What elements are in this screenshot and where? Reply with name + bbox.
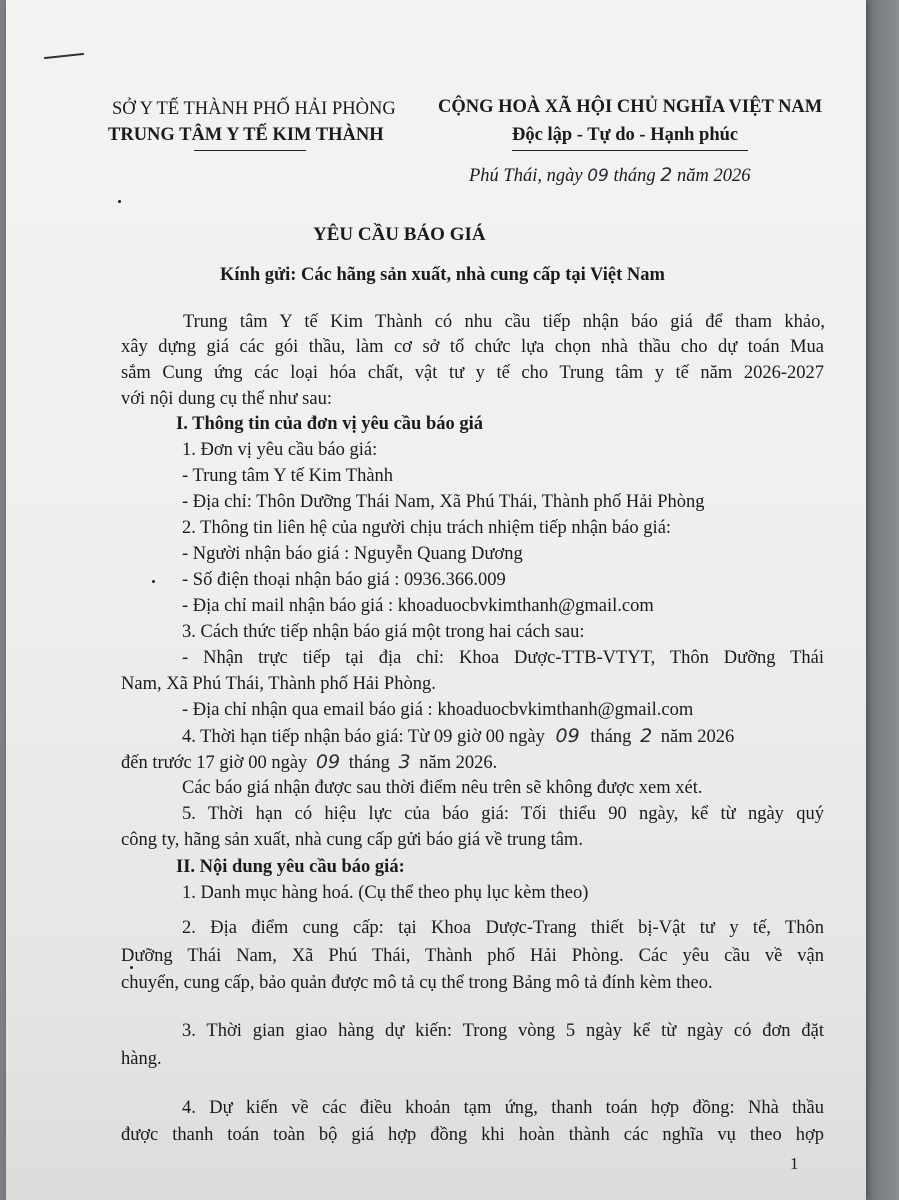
deadline-from-month-handwritten: 2: [640, 725, 653, 747]
deadline-from-month-label: tháng: [590, 727, 632, 747]
s2-line-2: 2. Địa điểm cung cấp: tại Khoa Dược-Trang thiết bị-Vật tư y tế, Thôn: [182, 918, 824, 938]
s1-line-2: - Trung tâm Y tế Kim Thành: [182, 466, 394, 486]
deadline-from-day-handwritten: 09: [555, 725, 580, 747]
date-month-handwritten: 2: [660, 164, 673, 186]
intro-line-4: với nội dung cụ thể như sau:: [121, 389, 332, 409]
s1-deadline-line-1: [182, 725, 734, 748]
s1-line-4: 2. Thông tin liên hệ của người chịu trách nhiệm tiếp nhận báo giá:: [182, 518, 672, 538]
s1-line-9: - Nhận trực tiếp tại địa chỉ: Khoa Dược-TTB-VTYT, Thôn Dưỡng Thái: [182, 648, 824, 668]
document-page: [6, 0, 866, 1200]
date-year: năm 2026: [676, 166, 751, 186]
ink-dot: [130, 966, 133, 969]
s2-line-1: 1. Danh mục hàng hoá. (Cụ thể theo phụ lục kèm theo): [182, 883, 589, 903]
s2-line-7: 4. Dự kiến về các điều khoản tạm ứng, thanh toán hợp đồng: Nhà thầu: [182, 1098, 824, 1118]
intro-line-3: sắm Cung ứng các loại hóa chất, vật tư y tế cho Trung tâm y tế năm 2026-2027: [121, 363, 824, 383]
section-1-heading: I. Thông tin của đơn vị yêu cầu báo giá: [176, 414, 484, 434]
s1-line-14: Các báo giá nhận được sau thời điểm nêu trên sẽ không được xem xét.: [182, 778, 703, 798]
intro-line-2: xây dựng giá các gói thầu, làm cơ sở tổ chức lựa chọn nhà thầu cho dự toán Mua: [121, 337, 824, 357]
s1-line-11: - Địa chỉ nhận qua email báo giá : khoaduocbvkimthanh@gmail.com: [182, 700, 694, 720]
date-prefix: Phú Thái, ngày: [469, 166, 583, 186]
s1-line-1: 1. Đơn vị yêu cầu báo giá:: [182, 440, 378, 460]
section-2-heading: II. Nội dung yêu cầu báo giá:: [176, 857, 405, 877]
issuer-underline: [194, 150, 306, 151]
deadline-to-month-label: tháng: [348, 753, 390, 773]
nation-title: CỘNG HOÀ XÃ HỘI CHỦ NGHĨA VIỆT NAM: [438, 97, 823, 117]
deadline-to-text: đến trước 17 giờ 00 ngày: [121, 753, 308, 773]
s1-deadline-line-2: [121, 751, 497, 774]
deadline-from-text: 4. Thời hạn tiếp nhận báo giá: Từ 09 giờ 00 ngày: [182, 727, 545, 747]
s2-line-3: Dưỡng Thái Nam, Xã Phú Thái, Thành phố Hải Phòng. Các yêu cầu về vận: [121, 946, 824, 966]
deadline-to-day-handwritten: 09: [315, 751, 341, 773]
issuer-department: SỞ Y TẾ THÀNH PHỐ HẢI PHÒNG: [112, 99, 396, 119]
s1-line-3: - Địa chỉ: Thôn Dưỡng Thái Nam, Xã Phú Thái, Thành phố Hải Phòng: [182, 492, 705, 512]
deadline-to-year: năm 2026.: [419, 753, 498, 773]
document-title: YÊU CẦU BÁO GIÁ: [313, 224, 486, 245]
s2-line-6: hàng.: [121, 1049, 162, 1069]
ink-dot: [152, 580, 155, 583]
s1-line-7: - Địa chỉ mail nhận báo giá : khoaduocbvkimthanh@gmail.com: [182, 596, 654, 616]
s1-line-10: Nam, Xã Phú Thái, Thành phố Hải Phòng.: [121, 674, 436, 694]
issuer-center: TRUNG TÂM Y TẾ KIM THÀNH: [108, 125, 384, 145]
s2-line-4: chuyển, cung cấp, bảo quản được mô tả cụ thể trong Bảng mô tả đính kèm theo.: [121, 973, 713, 993]
s1-line-8: 3. Cách thức tiếp nhận báo giá một trong hai cách sau:: [182, 622, 585, 642]
ink-dot: [118, 200, 121, 203]
intro-line-1: Trung tâm Y tế Kim Thành có nhu cầu tiếp nhận báo giá để tham khảo,: [183, 312, 825, 332]
nation-motto: Độc lập - Tự do - Hạnh phúc: [512, 125, 739, 145]
deadline-from-year: năm 2026: [660, 727, 735, 747]
s1-line-15: 5. Thời hạn có hiệu lực của báo giá: Tối thiểu 90 ngày, kể từ ngày quý: [182, 804, 824, 824]
pen-mark: [44, 53, 84, 59]
s2-line-5: 3. Thời gian giao hàng dự kiến: Trong vòng 5 ngày kể từ ngày có đơn đặt: [182, 1021, 824, 1041]
s2-line-8: được thanh toán toàn bộ giá hợp đồng khi hoàn thành các nghĩa vụ theo hợp: [121, 1125, 824, 1145]
s1-line-5: - Người nhận báo giá : Nguyễn Quang Dương: [182, 544, 523, 564]
date-month-label: tháng: [613, 166, 656, 186]
s1-line-6: - Số điện thoại nhận báo giá : 0936.366.009: [182, 570, 506, 590]
recipient-line: Kính gửi: Các hãng sản xuất, nhà cung cấp tại Việt Nam: [220, 265, 665, 285]
motto-underline: [512, 150, 748, 151]
page-number: 1: [790, 1154, 799, 1173]
document-date: [469, 164, 750, 187]
deadline-to-month-handwritten: 3: [398, 751, 411, 773]
s1-line-16: công ty, hãng sản xuất, nhà cung cấp gửi báo giá về trung tâm.: [121, 830, 583, 850]
date-day-handwritten: 09: [587, 166, 609, 186]
